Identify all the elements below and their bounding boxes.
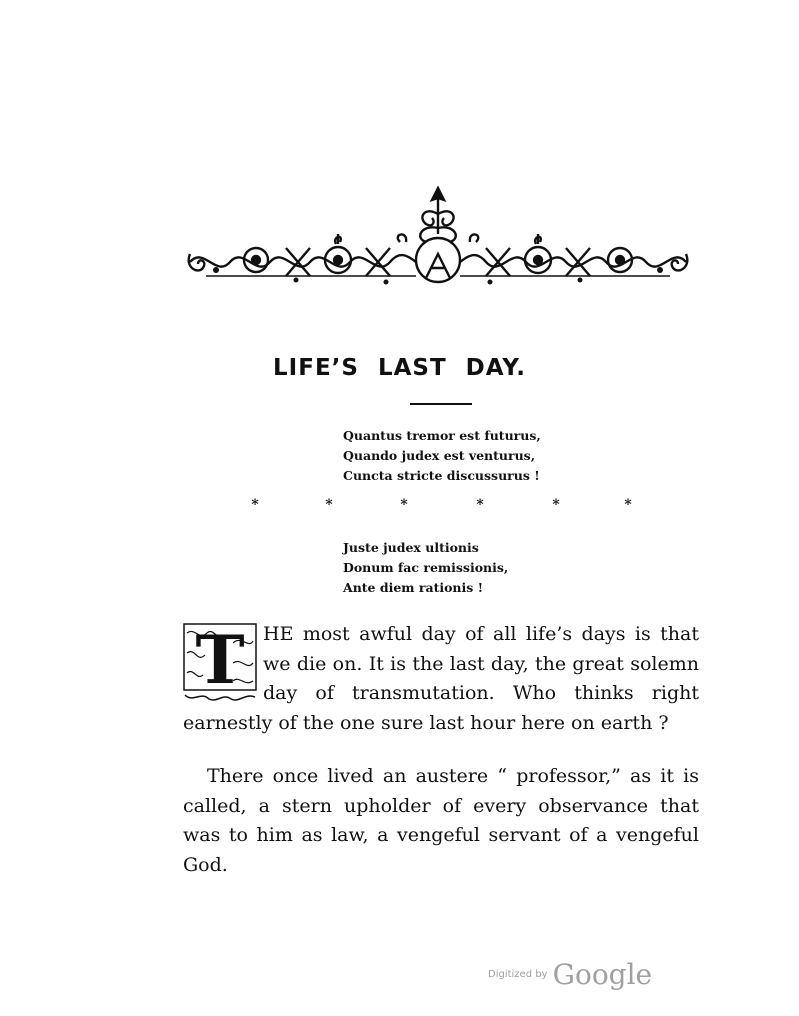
paragraph-1-text: HE most awful day of all life’s days is that we die on. It is the last day, the great solemn day of transmutation. Who thinks right earnestly of the one sure last hour here on earth ?	[183, 623, 699, 734]
verse-line: Juste judex ultionis	[343, 540, 479, 555]
star-separator: *	[476, 497, 484, 513]
ornamental-initial-t-icon	[183, 623, 257, 703]
chapter-title: LIFE’S LAST DAY.	[273, 355, 526, 381]
star-separator: *	[552, 497, 560, 513]
paragraph-1	[183, 620, 699, 738]
watermark-label: Digitized by	[488, 969, 548, 980]
verse-line: Ante diem rationis !	[343, 580, 484, 595]
verse-line: Quando judex est venturus,	[343, 448, 536, 463]
star-separator: *	[624, 497, 632, 513]
verse-line: Donum fac remissionis,	[343, 560, 509, 575]
svg-text:T: T	[195, 623, 245, 699]
digitized-watermark	[488, 958, 652, 991]
star-separator: *	[325, 497, 333, 513]
title-rule	[410, 403, 472, 405]
star-separator: *	[251, 497, 259, 513]
asterism-row	[0, 497, 799, 517]
latin-verse-bottom	[343, 538, 508, 598]
latin-verse-top	[343, 426, 541, 486]
verse-line: Cuncta stricte discussurus !	[343, 468, 540, 483]
paragraph-2: There once lived an austere “ professor,” as it is called, a stern upholder of every observance that was to him as law, a vengeful servant of a vengeful God.	[183, 765, 699, 876]
star-separator: *	[400, 497, 408, 513]
google-logo: Google	[552, 958, 653, 991]
verse-line: Quantus tremor est futurus,	[343, 428, 541, 443]
floral-ornament-icon	[186, 184, 690, 294]
